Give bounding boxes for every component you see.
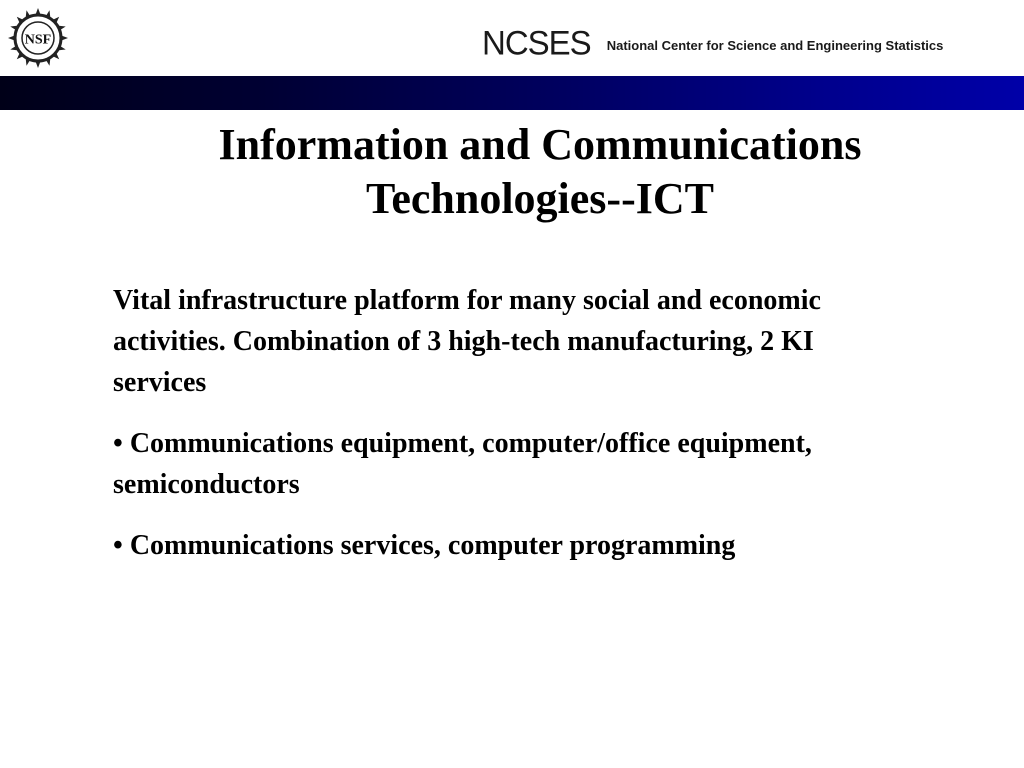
ncses-logo bbox=[482, 22, 943, 62]
nsf-logo-text: NSF bbox=[24, 32, 52, 48]
bullet-item bbox=[113, 423, 913, 505]
bullet-text: Communications services, computer programming bbox=[129, 530, 736, 561]
header-band bbox=[0, 76, 1024, 110]
slide-title-line-1: Information and Communications bbox=[218, 120, 862, 169]
slide-title bbox=[60, 118, 1020, 226]
nsf-logo bbox=[6, 6, 70, 70]
bullet-marker: • bbox=[113, 428, 123, 459]
ncses-full-name: National Center for Science and Engineering Statistics bbox=[606, 37, 944, 53]
slide-title-line-2: Technologies--ICT bbox=[366, 174, 714, 223]
bullet-item bbox=[113, 525, 913, 566]
slide-body bbox=[113, 280, 913, 586]
bullet-text: Communications equipment, computer/office equipment, semiconductors bbox=[113, 428, 812, 500]
header bbox=[0, 0, 1024, 76]
ncses-wordmark: NCSES bbox=[482, 22, 591, 62]
bullet-marker: • bbox=[113, 530, 123, 561]
intro-paragraph: Vital infrastructure platform for many social and economic activities. Combination of 3 high-tech manufacturing, 2 KI services bbox=[113, 285, 821, 398]
